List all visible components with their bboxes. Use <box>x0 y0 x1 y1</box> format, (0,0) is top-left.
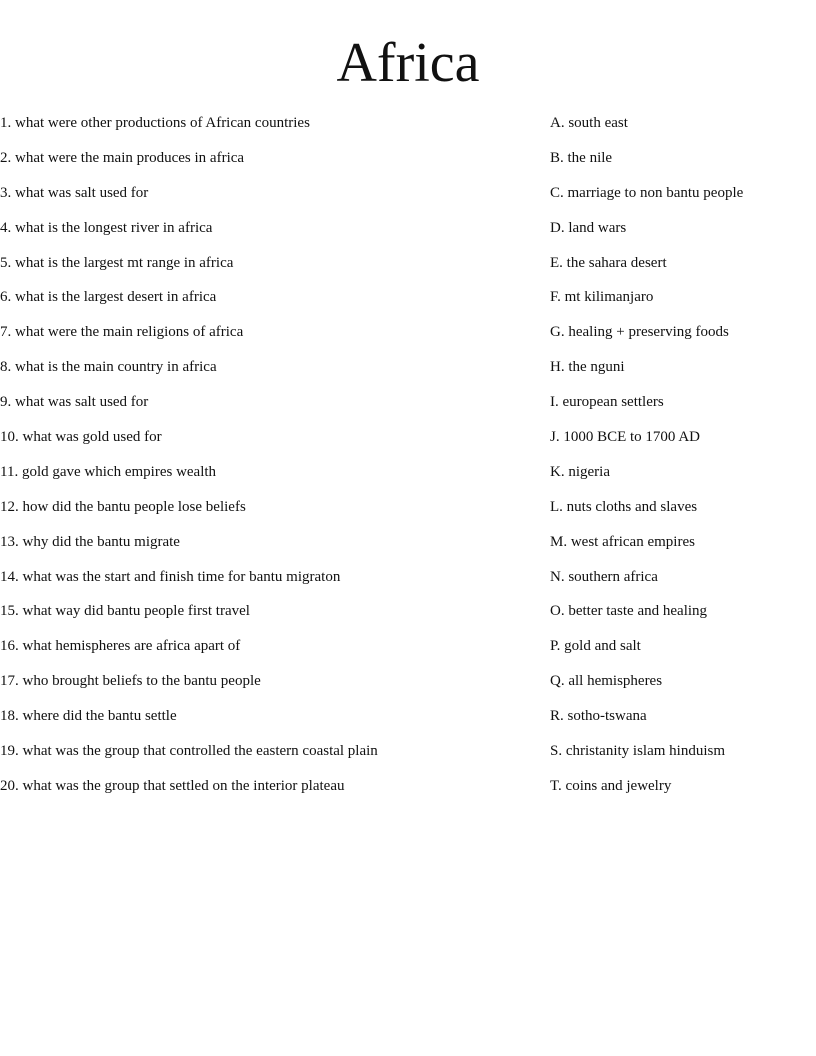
answer-item: E. the sahara desert <box>550 254 667 271</box>
answer-item: Q. all hemispheres <box>550 673 663 690</box>
answer-item: L. nuts cloths and slaves <box>550 498 698 515</box>
question-item: 2. what were the main produces in africa <box>0 149 245 166</box>
answer-item: K. nigeria <box>550 463 610 480</box>
answer-item: B. the nile <box>550 149 613 166</box>
question-item: 17. who brought beliefs to the bantu people <box>0 673 261 690</box>
question-item: 3. what was salt used for <box>0 184 149 201</box>
answer-item: I. european settlers <box>550 394 664 411</box>
question-item: 20. what was the group that settled on the interior plateau <box>0 777 345 794</box>
answer-item: T. coins and jewelry <box>550 777 672 794</box>
question-item: 1. what were other productions of African countries <box>0 115 310 131</box>
answer-item: M. west african empires <box>550 533 695 550</box>
questions-list <box>0 113 540 811</box>
answer-item: A. south east <box>550 115 628 131</box>
answer-item: O. better taste and healing <box>550 603 708 620</box>
question-item: 14. what was the start and finish time for bantu migraton <box>0 568 341 585</box>
question-item: 19. what was the group that controlled the eastern coastal plain <box>0 743 378 760</box>
answer-item: F. mt kilimanjaro <box>550 289 654 306</box>
question-item: 11. gold gave which empires wealth <box>0 463 217 480</box>
question-item: 9. what was salt used for <box>0 394 149 411</box>
question-item: 13. why did the bantu migrate <box>0 533 180 550</box>
question-item: 16. what hemispheres are africa apart of <box>0 638 241 655</box>
answer-item: R. sotho-tswana <box>550 708 647 725</box>
question-item: 12. how did the bantu people lose beliefs <box>0 498 246 515</box>
question-item: 15. what way did bantu people first travel <box>0 603 250 620</box>
page-title: Africa <box>336 32 480 94</box>
question-item: 5. what is the largest mt range in africa <box>0 254 234 271</box>
question-item: 4. what is the longest river in africa <box>0 219 213 236</box>
question-item: 18. where did the bantu settle <box>0 708 177 725</box>
question-item: 8. what is the main country in africa <box>0 359 217 376</box>
question-item: 6. what is the largest desert in africa <box>0 289 217 306</box>
answer-item: G. healing + preserving foods <box>550 324 729 341</box>
answer-item: S. christanity islam hinduism <box>550 743 725 760</box>
answer-item: J. 1000 BCE to 1700 AD <box>550 429 701 446</box>
answer-item: C. marriage to non bantu people <box>550 184 744 201</box>
answer-item: D. land wars <box>550 219 627 236</box>
answer-item: N. southern africa <box>550 568 658 585</box>
answers-list <box>550 113 816 811</box>
answer-item: H. the nguni <box>550 359 625 376</box>
question-item: 10. what was gold used for <box>0 429 162 446</box>
question-item: 7. what were the main religions of africa <box>0 324 244 341</box>
answer-item: P. gold and salt <box>550 638 641 655</box>
